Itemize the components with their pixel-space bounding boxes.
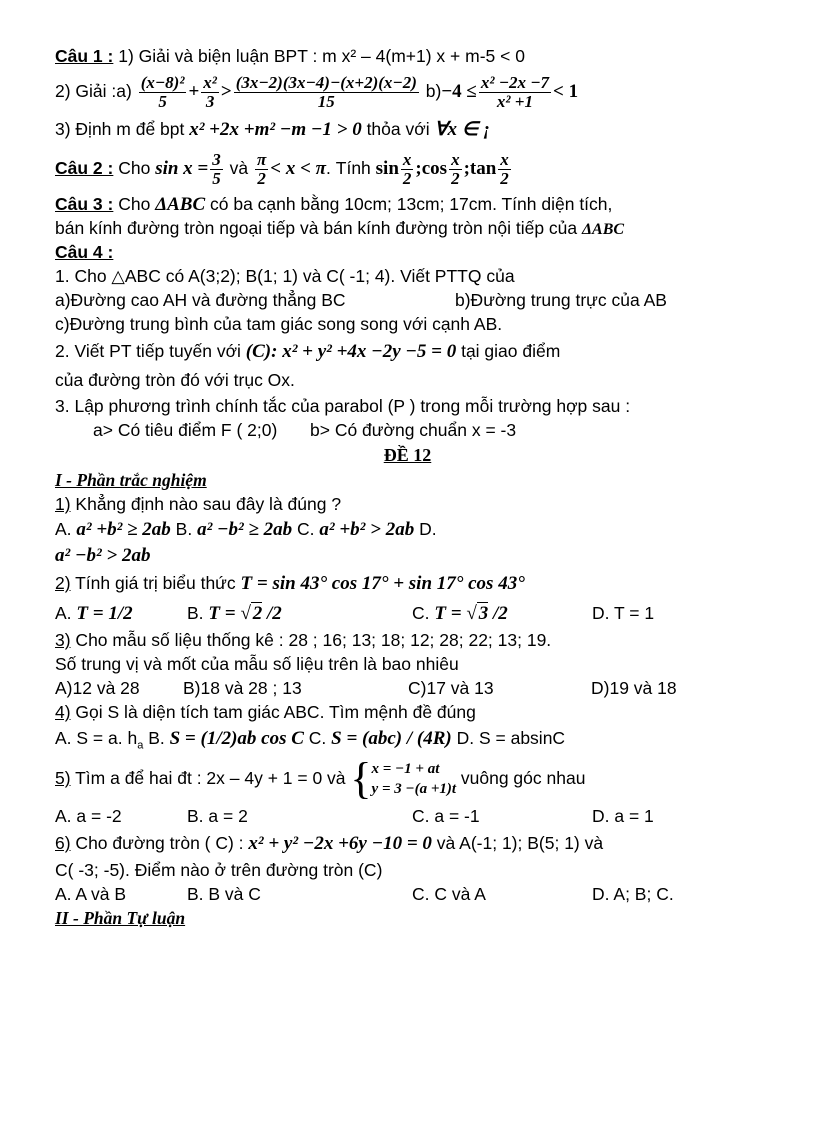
cau1-part1-text: 1) Giải và biện luận BPT : m x² – 4(m+1) x + m-5 < 0: [113, 46, 525, 66]
fraction: $\frac{3}{5}$: [212, 149, 221, 188]
q6-options: A. A và B B. B và C C. C và A D. A; B; C.: [55, 884, 674, 904]
cau3-line1: Câu 3 : Cho ΔABC có ba cạnh bằng 10cm; 13cm; 17cm. Tính diện tích,: [55, 194, 613, 215]
cau1-line1: [55, 44, 760, 68]
q3-line2: Số trung vị và mốt của mẫu số liệu trên là bao nhiêu: [55, 654, 459, 674]
part2-title: II - Phần Tự luận: [55, 908, 186, 928]
fraction: $\frac{\text{x² −2x −7}}{\text{x² +1}}$: [480, 72, 550, 111]
math-expression: x² +2x +m² −m −1 > 0: [189, 119, 362, 140]
part1-title: I - Phần trắc nghiệm: [55, 470, 207, 490]
document-page: [55, 44, 760, 930]
cau2-title: Câu 2 :: [55, 158, 114, 178]
fraction: $\frac{\text{(x−8)²}}{5}$: [140, 72, 185, 111]
q3-options: A)12 và 28 B)18 và 28 ; 13 C)17 và 13 D)19 và 18: [55, 678, 677, 698]
cau1-part2-prefix: 2) Giải :a): [55, 81, 137, 101]
cau4-line4: 2. Viết PT tiếp tuyến với (C): x² + y² +4x −2y −5 = 0 tại giao điểm: [55, 341, 561, 362]
q1-option-d: a² −b² > 2ab: [55, 545, 151, 566]
fraction: $\frac{(3x-2)(3x-4)-(x+2)(x-2)}{15}$: [235, 72, 417, 111]
exam-title-line: [55, 442, 760, 468]
q5-line: 5) Tìm a để hai đt : 2x – 4y + 1 = 0 và { x = −1 + at y = 3 −(a +1)t vuông góc nhau: [55, 754, 586, 804]
q2-line: 2) Tính giá trị biểu thức T = sin 43° cos 17° + sin 17° cos 43°: [55, 573, 525, 594]
q6-line1: 6) Cho đường tròn ( C) : x² + y² −2x +6y −10 = 0 và A(-1; 1); B(5; 1) và: [55, 833, 604, 854]
fraction: $\frac{x}{2}$: [451, 149, 460, 188]
cau4-line5: của đường tròn đó với trục Ox.: [55, 370, 295, 390]
fraction: $\frac{\pi}{2}$: [256, 149, 267, 188]
cau4-line1: 1. Cho △ABC có A(3;2); B(1; 1) và C( -1; 4). Viết PTTQ của: [55, 266, 515, 286]
fraction: $\frac{x}{2}$: [402, 149, 412, 188]
cau4-line2: a)Đường cao AH và đường thẳng BC b)Đường trung trực của AB: [55, 290, 667, 310]
math-expression: (C): x² + y² +4x −2y −5 = 0: [245, 341, 457, 362]
q5-options: A. a = -2 B. a = 2 C. a = -1 D. a = 1: [55, 806, 654, 826]
exam-title: ĐỀ 12: [383, 445, 432, 465]
cau2-line: Câu 2 : Cho sin x = $\frac{3}{5}$ và $\frac{\pi}{2}$ < x < π. Tính sin $\frac{x}{2}$ ;cos $\frac{x}{2}$ ;tan $\frac{x}{2}$: [55, 149, 509, 188]
cau4-title: Câu 4 :: [55, 242, 114, 262]
cau4-title-line: [55, 240, 760, 264]
math-expression: ∀x ∈ ¡: [434, 119, 491, 140]
q3-line1: 3) Cho mẫu số liệu thống kê : 28 ; 16; 13; 18; 12; 28; 22; 13; 19.: [55, 630, 552, 650]
equation-system: { x = −1 + at y = 3 −(a +1)t: [350, 754, 457, 804]
cau4-line3: c)Đường trung bình của tam giác song song với cạnh AB.: [55, 314, 503, 334]
fraction: $\frac{\text{x²}}{3}$: [203, 72, 217, 111]
cau3-line2: bán kính đường tròn ngoại tiếp và bán kính đường tròn nội tiếp của ΔABC: [55, 218, 625, 238]
fraction: $\frac{x}{2}$: [500, 149, 509, 188]
cau1-title: Câu 1 :: [55, 46, 114, 66]
cau4-line6: 3. Lập phương trình chính tắc của parabol (P ) trong mỗi trường hợp sau :: [55, 396, 631, 416]
q4-options: A. S = a. $h_a$ B. S = (1/2)ab cos C C. S = (abc) / (4R) D. S = absinC: [55, 728, 566, 752]
q2-options: A. T = 1/2 B. T = √ 2 /2 C. T = √ 3 /2 D. T = 1: [55, 603, 655, 624]
part1-title-line: [55, 468, 760, 492]
cau1-line3: 3) Định m để bpt x² +2x +m² −m −1 > 0 thỏa với ∀x ∈ ¡: [55, 119, 491, 140]
q1-line: 1) Khẳng định nào sau đây là đúng ?: [55, 494, 342, 514]
cau4-line7: a> Có tiêu điểm F ( 2;0) b> Có đường chuẩn x = -3: [93, 420, 517, 440]
cau1-line2: 2) Giải :a) $\frac{\text{(x−8)²}}{5}$ + $\frac{\text{x²}}{3}$ > $\frac{(3x-2)(3x-4)-(x+2)(x-2)}{15}$ b)−4 ≤ $\frac{\text{x² −2x −7}}{\text{x² +1}}$ < 1: [55, 72, 579, 111]
cau3-title: Câu 3 :: [55, 194, 114, 214]
q4-line: 4) Gọi S là diện tích tam giác ABC. Tìm mệnh đề đúng: [55, 702, 476, 722]
q6-line2: C( -3; -5). Điểm nào ở trên đường tròn (C): [55, 860, 383, 880]
part2-title-line: [55, 906, 760, 930]
q1-options: A. a² +b² ≥ 2ab B. a² −b² ≥ 2ab C. a² +b² > 2ab D.: [55, 519, 437, 540]
